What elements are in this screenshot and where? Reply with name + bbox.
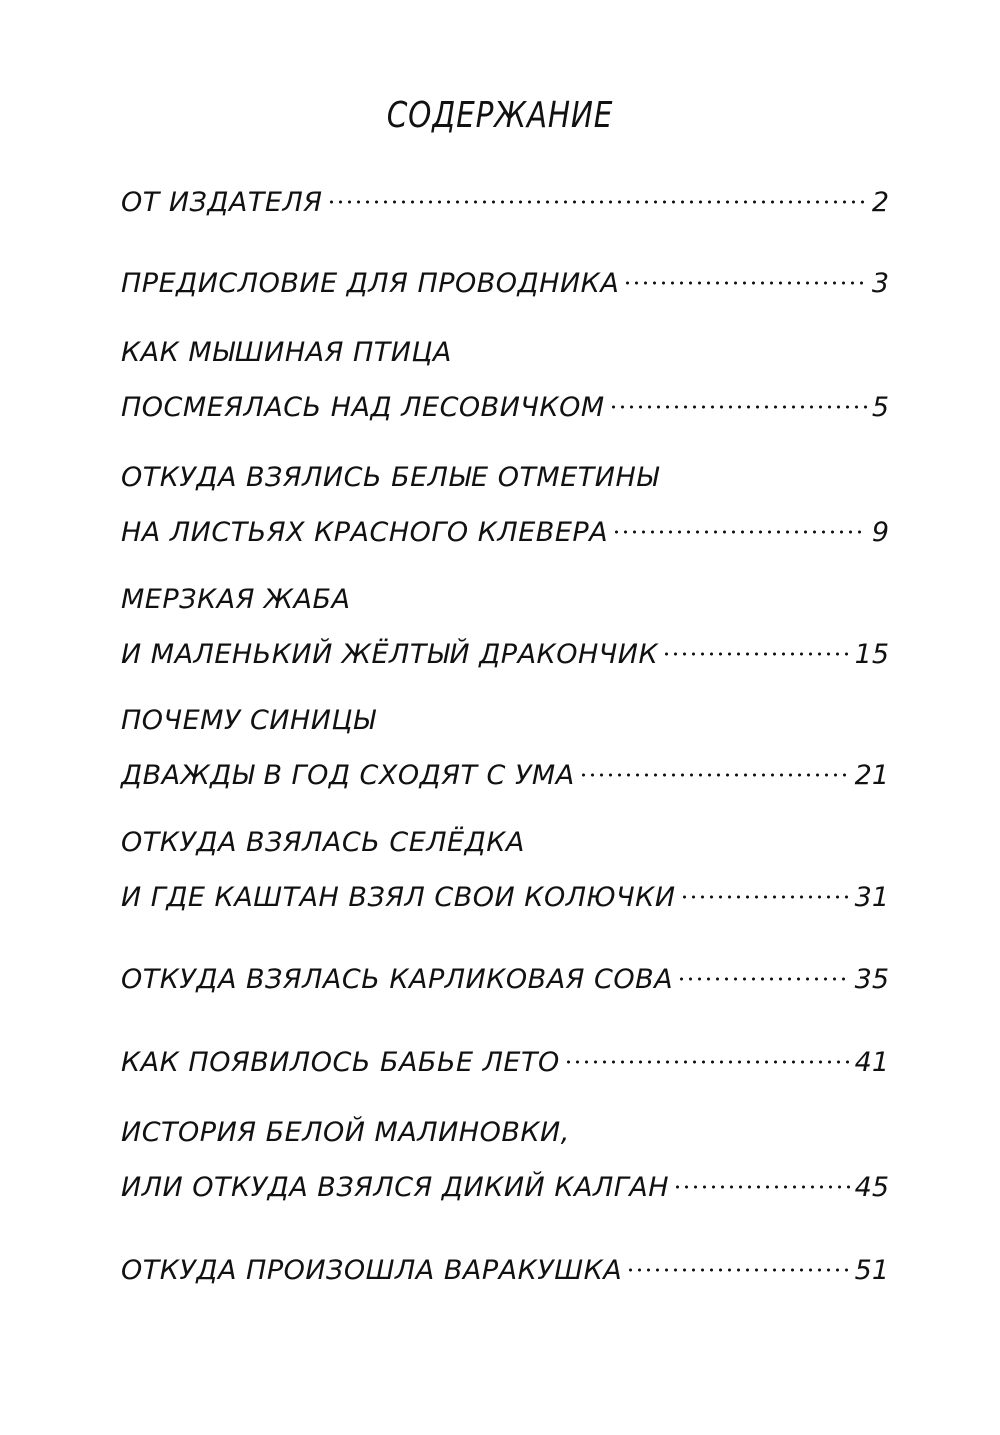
toc-entry-line [121, 1035, 889, 1090]
toc-page-number: 31 [854, 882, 889, 913]
toc-entry[interactable] [121, 256, 889, 311]
dot-leader [673, 1184, 851, 1190]
toc-entry-title: ПОСМЕЯЛАСЬ НАД ЛЕСОВИЧКОМ [121, 392, 605, 423]
toc-entry-line [121, 748, 889, 803]
toc-entry[interactable] [121, 693, 889, 803]
toc-entry[interactable] [121, 952, 889, 1007]
toc-entry-line [121, 175, 889, 230]
toc-entry-line [121, 1105, 889, 1160]
toc-entry-title: ОТКУДА ПРОИЗОШЛА ВАРАКУШКА [121, 1255, 623, 1286]
toc-entry-line [121, 450, 889, 505]
toc-entry-title: ПРЕДИСЛОВИЕ ДЛЯ ПРОВОДНИКА [121, 268, 620, 299]
toc-entry-title: ОТКУДА ВЗЯЛИСЬ БЕЛЫЕ ОТМЕТИНЫ [121, 462, 659, 493]
toc-entry[interactable] [121, 175, 889, 230]
toc-entry[interactable] [121, 1243, 889, 1298]
toc-entry-line [121, 380, 889, 435]
toc-entry[interactable] [121, 1105, 889, 1215]
toc-page-number: 51 [854, 1255, 889, 1286]
toc-page-number: 15 [854, 639, 889, 670]
dot-leader [662, 651, 851, 657]
toc-entry-line [121, 256, 889, 311]
dot-leader [579, 772, 851, 778]
toc-entry[interactable] [121, 450, 889, 560]
dot-leader [612, 529, 867, 535]
toc-entry-line [121, 325, 889, 380]
toc-entry-line [121, 815, 889, 870]
toc-entry-title: ОТКУДА ВЗЯЛАСЬ КАРЛИКОВАЯ СОВА [121, 964, 674, 995]
toc-entry-line [121, 572, 889, 627]
toc-entry-title: ПОЧЕМУ СИНИЦЫ [121, 705, 376, 736]
toc-entry[interactable] [121, 815, 889, 925]
toc-page-number: 21 [854, 760, 889, 791]
dot-leader [564, 1059, 851, 1065]
page-title: СОДЕРЖАНИЕ [386, 95, 614, 136]
toc-entry-title: МЕРЗКАЯ ЖАБА [121, 584, 351, 615]
toc-entry[interactable] [121, 572, 889, 682]
toc-entry[interactable] [121, 325, 889, 435]
toc-entry-title: ИЛИ ОТКУДА ВЗЯЛСЯ ДИКИЙ КАЛГАН [121, 1172, 670, 1203]
toc-page-number: 2 [871, 187, 889, 218]
toc-entry-title: КАК ПОЯВИЛОСЬ БАБЬЕ ЛЕТО [121, 1047, 560, 1078]
toc-page-number: 5 [871, 392, 889, 423]
dot-leader [327, 199, 867, 205]
toc-entry[interactable] [121, 1035, 889, 1090]
toc-page-number: 9 [871, 517, 889, 548]
dot-leader [680, 894, 851, 900]
toc-entry-line [121, 952, 889, 1007]
toc-entry-line [121, 1243, 889, 1298]
toc-entry-title: ОТКУДА ВЗЯЛАСЬ СЕЛЁДКА [121, 827, 525, 858]
toc-entry-title: ДВАЖДЫ В ГОД СХОДЯТ С УМА [121, 760, 575, 791]
dot-leader [626, 1267, 850, 1273]
toc-entry-title: И МАЛЕНЬКИЙ ЖЁЛТЫЙ ДРАКОНЧИК [121, 639, 659, 670]
toc-page-number: 3 [871, 268, 889, 299]
toc-entry-title: КАК МЫШИНАЯ ПТИЦА [121, 337, 452, 368]
toc-entry-line [121, 1160, 889, 1215]
toc-entry-title: НА ЛИСТЬЯХ КРАСНОГО КЛЕВЕРА [121, 517, 609, 548]
dot-leader [609, 404, 867, 410]
toc-page-number: 41 [854, 1047, 889, 1078]
toc-entry-title: И ГДЕ КАШТАН ВЗЯЛ СВОИ КОЛЮЧКИ [121, 882, 676, 913]
dot-leader [677, 976, 851, 982]
dot-leader [623, 280, 867, 286]
toc-entry-line [121, 505, 889, 560]
toc-entry-line [121, 627, 889, 682]
toc-page-number: 45 [854, 1172, 889, 1203]
toc-entry-line [121, 693, 889, 748]
toc-entry-line [121, 870, 889, 925]
toc-entry-title: ИСТОРИЯ БЕЛОЙ МАЛИНОВКИ, [121, 1117, 570, 1148]
toc-entry-title: ОТ ИЗДАТЕЛЯ [121, 187, 323, 218]
toc-page-number: 35 [854, 964, 889, 995]
